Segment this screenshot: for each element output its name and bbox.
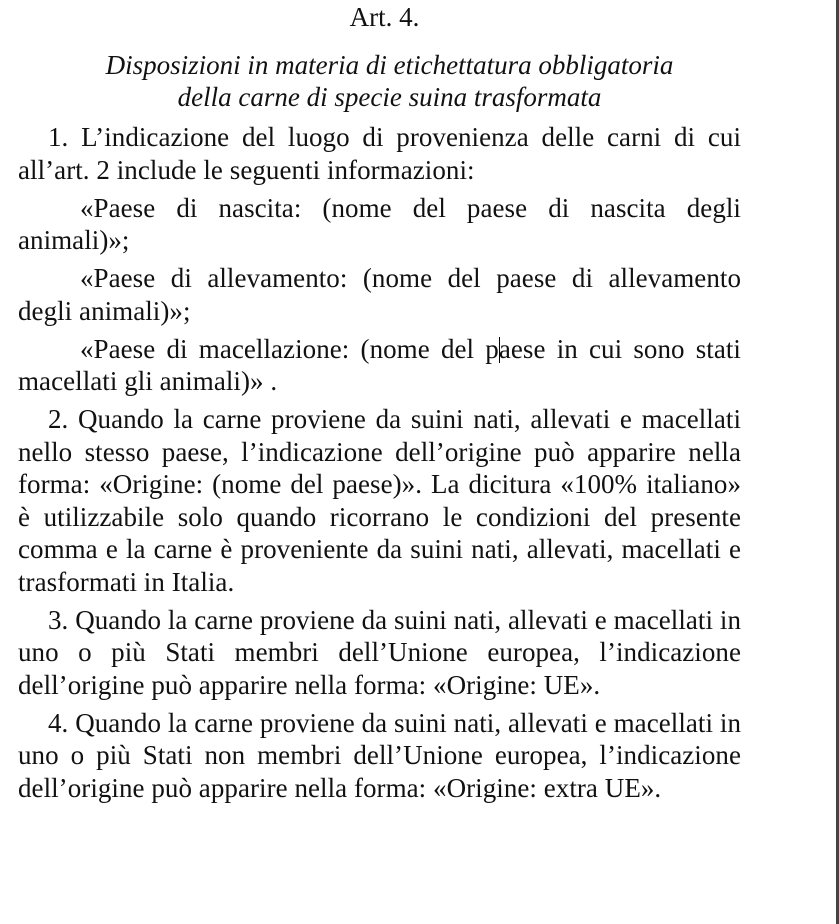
quote-paese-nascita[interactable]: «Paese di nascita: (nome del paese di nascita degli animali)»;: [18, 192, 741, 255]
article-title: [18, 49, 741, 113]
quote-paese-macellazione[interactable]: [18, 333, 741, 398]
paragraph-4[interactable]: 4. Quando la carne proviene da suini nati, allevati e macellati in uno o più Stati non membri dell’Unione europea, l’indicazione dell’origine può apparire nella forma: «Origine: extra UE».: [18, 707, 741, 803]
paragraph-2[interactable]: 2. Quando la carne proviene da suini nati, allevati e macellati nello stesso paese, l’indicazione dell’origine può apparire nella forma: «Origine: (nome del paese)». La dicitura «100% italiano» è utilizzabile solo quando ricorrano le condizioni del presente comma e la carne è proveniente da suini nati, allevati, macellati e trasformati in Italia.: [18, 404, 741, 597]
quote-macellazione-text-start: «Paese di macellazione: (nome del p: [80, 333, 499, 364]
quote-paese-allevamento[interactable]: «Paese di allevamento: (nome del paese di allevamento degli animali)»;: [18, 263, 741, 326]
article-title-line-2: della carne di specie suina trasformata: [177, 82, 602, 112]
paragraph-3[interactable]: 3. Quando la carne proviene da suini nati, allevati e macellati in uno o più Stati membri dell’Unione europea, l’indicazione dell’origine può apparire nella forma: «Origine: UE».: [18, 604, 741, 700]
quote-macellazione-text-end: aese in cui sono stati macellati gli animali)» .: [18, 333, 741, 396]
article-number: Art. 4.: [349, 2, 420, 32]
document-page: [18, 0, 741, 810]
paragraph-1[interactable]: 1. L’indicazione del luogo di provenienza delle carni di cui all’art. 2 include le seguenti informazioni:: [18, 122, 741, 185]
article-title-line-1: Disposizioni in materia di etichettatura obbligatoria: [105, 50, 674, 80]
